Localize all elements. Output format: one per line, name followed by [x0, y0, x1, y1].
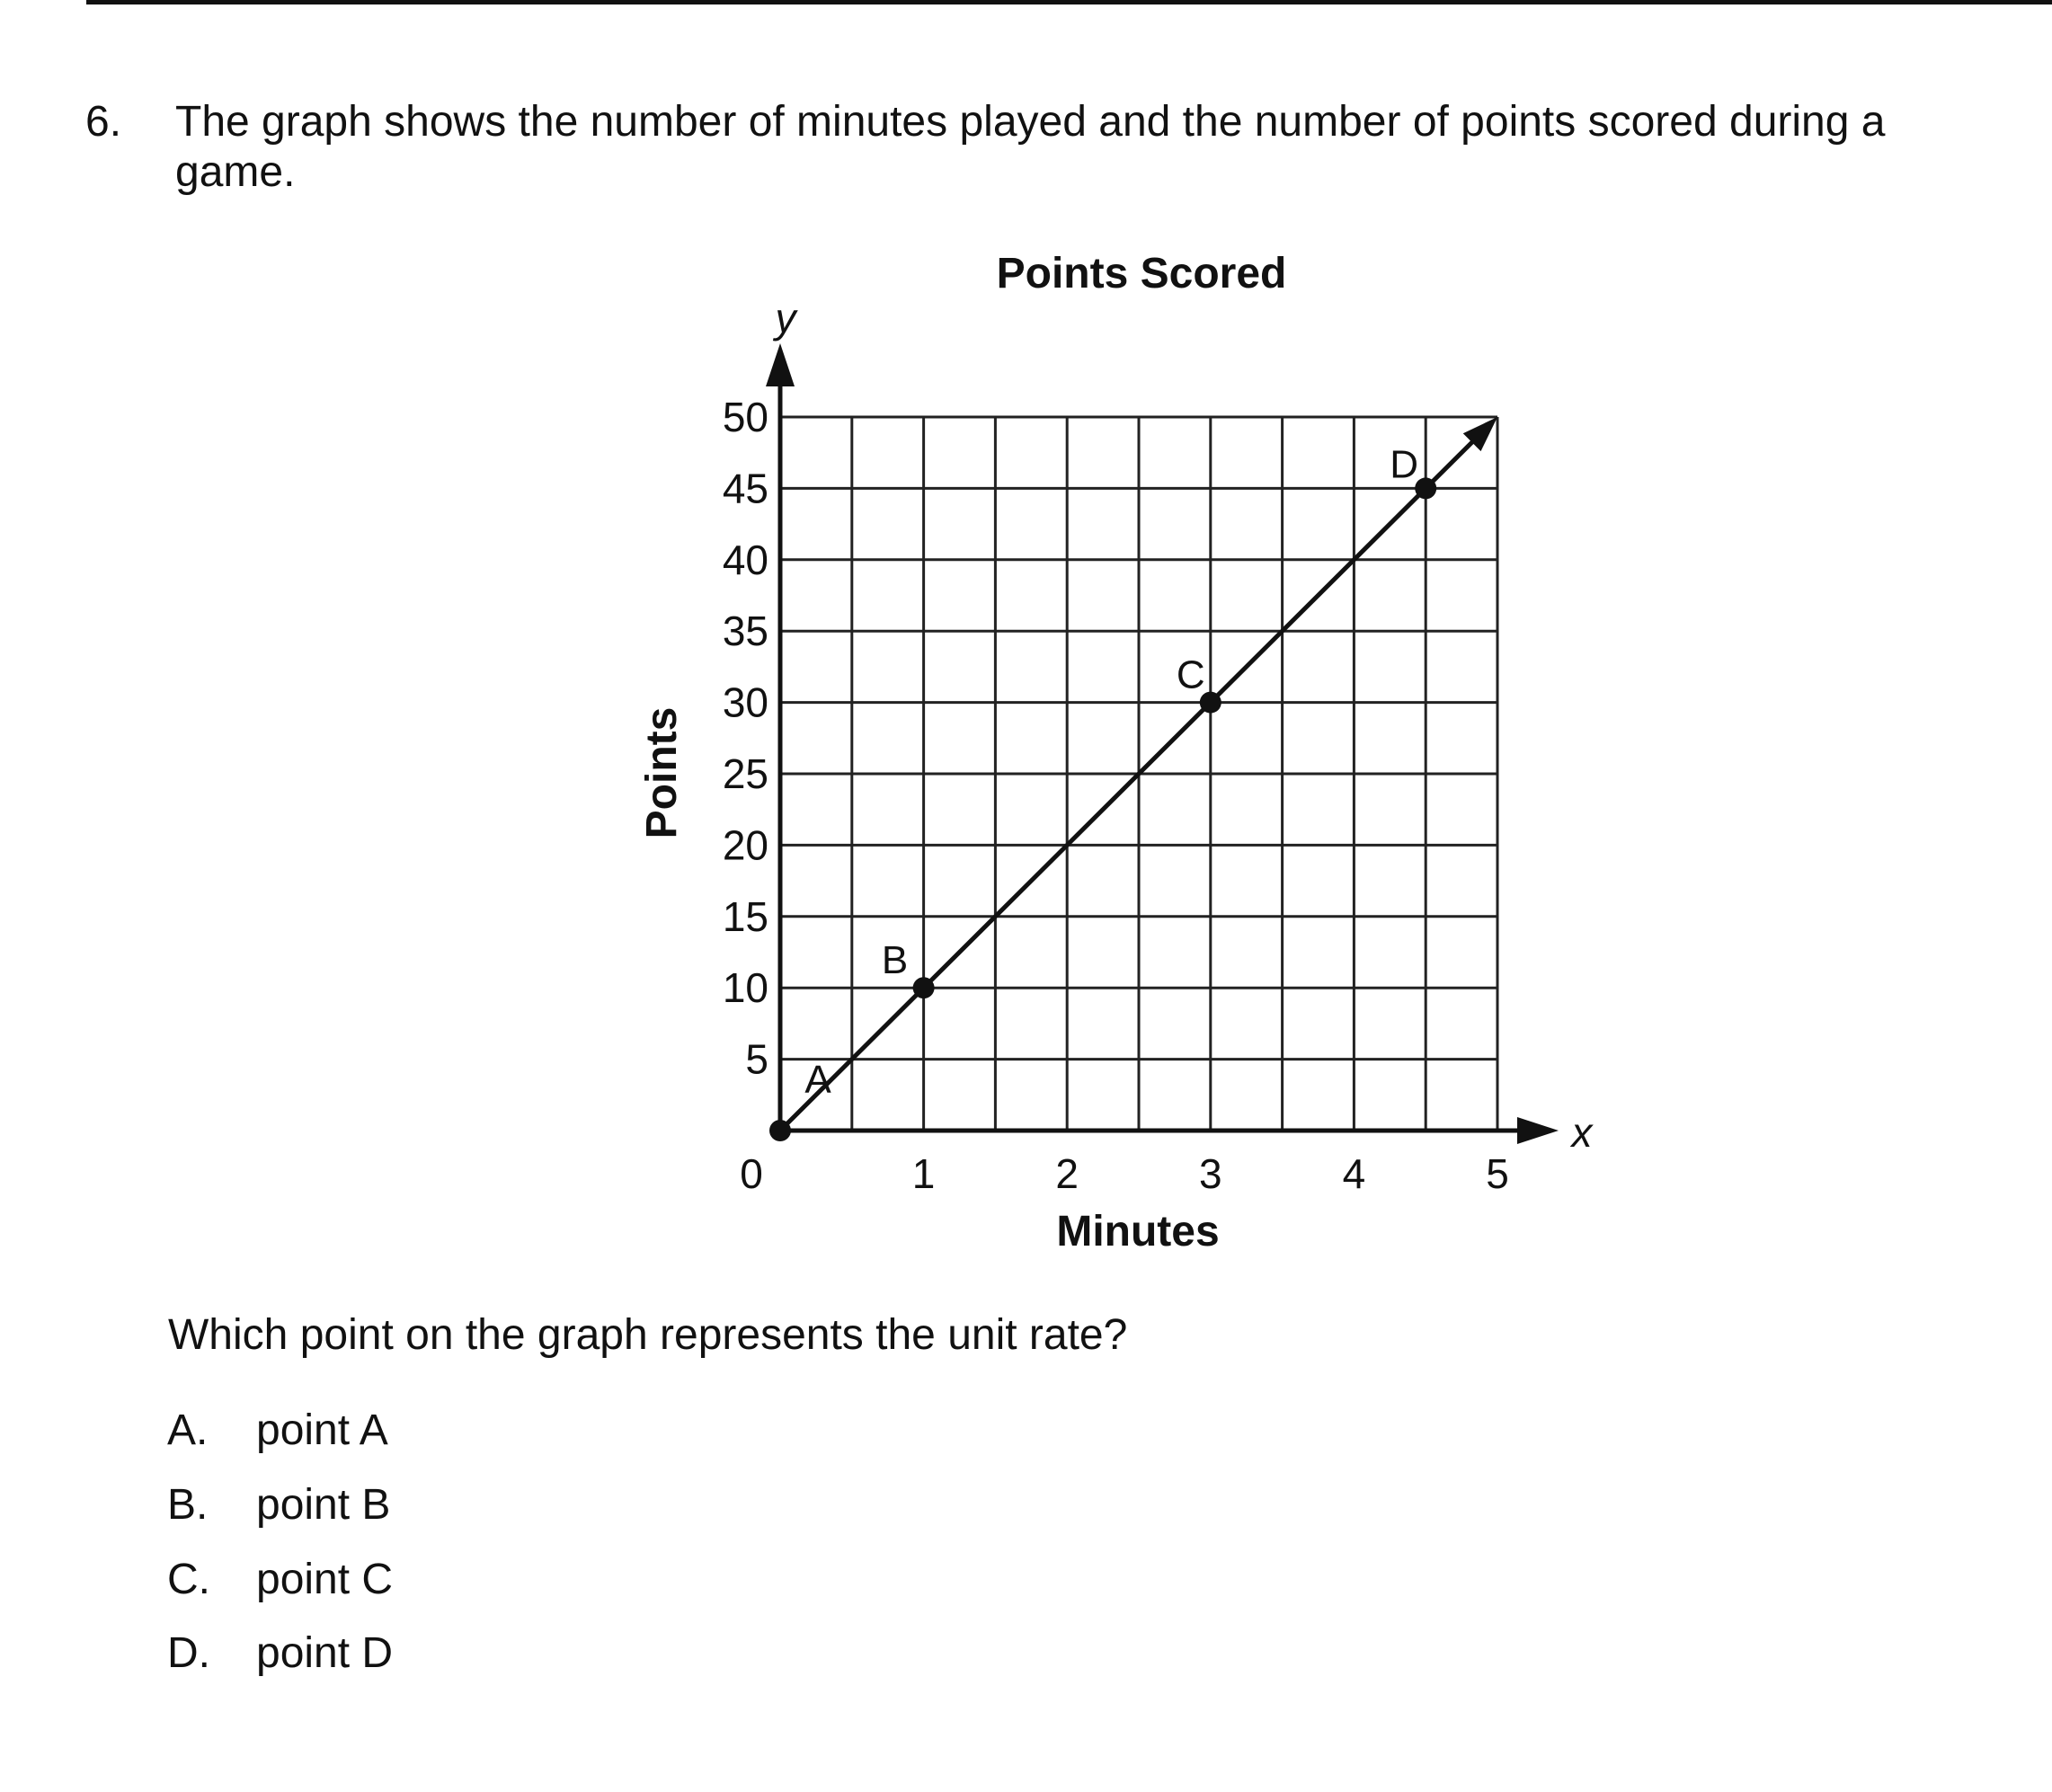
y-axis-letter: y: [775, 295, 796, 342]
option-letter: A.: [167, 1406, 209, 1454]
point-label-d: D: [1390, 442, 1419, 487]
question-text: The graph shows the number of minutes played and the number of points scored during a game.: [175, 98, 1886, 196]
y-tick-label: 40: [722, 536, 768, 583]
x-tick-label: 1: [911, 1150, 936, 1197]
y-axis-arrow: [766, 343, 795, 386]
y-tick-label: 15: [722, 892, 768, 940]
chart-points: [769, 442, 1436, 1141]
x-axis-arrow: [1517, 1117, 1559, 1144]
x-tick-label: 0: [740, 1150, 763, 1197]
y-tick-label: 20: [722, 821, 768, 869]
option-letter: D.: [167, 1629, 210, 1677]
x-tick-label: 3: [1199, 1150, 1222, 1197]
x-tick-label: 4: [1342, 1150, 1366, 1197]
option-text: point C: [256, 1556, 394, 1603]
point-label-a: A: [804, 1058, 831, 1102]
question-number: 6.: [85, 98, 122, 146]
chart-title: Points Scored: [996, 250, 1287, 297]
y-axis-label: Points: [638, 706, 686, 839]
option-letter: B.: [167, 1481, 209, 1529]
x-tick-label: 5: [1486, 1150, 1509, 1197]
y-tick-label: 45: [722, 465, 768, 512]
y-tick-label: 25: [722, 750, 768, 797]
option-text: point A: [256, 1406, 388, 1454]
question-prompt: Which point on the graph represents the unit rate?: [168, 1311, 1128, 1359]
data-point-a: [769, 1120, 791, 1141]
x-tick-label: 2: [1055, 1150, 1079, 1197]
option-text: point B: [256, 1481, 391, 1529]
y-tick-label: 35: [722, 608, 768, 655]
series-line: [780, 439, 1476, 1131]
point-label-c: C: [1176, 652, 1205, 697]
chart-axes: [766, 295, 1595, 1156]
x-axis-letter: x: [1571, 1109, 1593, 1156]
y-tick-label: 5: [745, 1035, 768, 1083]
y-tick-label: 30: [722, 679, 768, 726]
y-tick-label: 50: [722, 394, 768, 440]
y-tick-label: 10: [722, 964, 768, 1012]
point-label-b: B: [881, 938, 909, 983]
x-axis-label: Minutes: [1056, 1208, 1220, 1255]
option-letter: C.: [167, 1556, 210, 1603]
data-point-b: [913, 977, 935, 998]
option-text: point D: [256, 1629, 394, 1677]
